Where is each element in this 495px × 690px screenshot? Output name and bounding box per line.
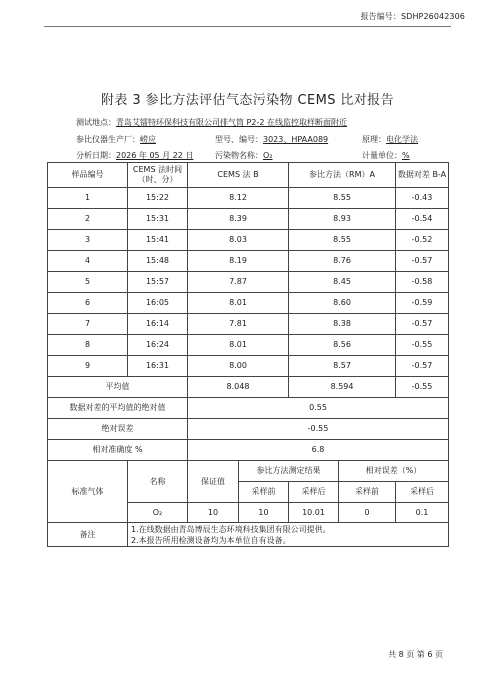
row-time: 15:31 xyxy=(128,209,188,230)
table-header-row xyxy=(48,163,449,188)
std-name-value: O₂ xyxy=(128,503,188,523)
relative-accuracy-label: 相对准确度 % xyxy=(48,440,188,461)
pollutant-value: O₂ xyxy=(263,151,273,160)
row-diff: -0.52 xyxy=(396,230,449,251)
std-value: 10 xyxy=(188,503,239,523)
std-value-header: 保证值 xyxy=(188,461,239,503)
row-time: 15:41 xyxy=(128,230,188,251)
absolute-error-value: -0.55 xyxy=(188,419,449,440)
table-row xyxy=(48,209,449,230)
rm-before-header: 采样前 xyxy=(239,482,289,503)
row-sample-no: 4 xyxy=(48,251,128,272)
header-diff: 数据对差 B-A xyxy=(396,163,449,188)
page-number: 共 8 页 第 6 页 xyxy=(388,650,443,659)
row-sample-no: 2 xyxy=(48,209,128,230)
row-time: 15:57 xyxy=(128,272,188,293)
row-diff: -0.57 xyxy=(396,356,449,377)
table-row xyxy=(48,356,449,377)
row-rm: 8.76 xyxy=(289,251,396,272)
re-after-header: 采样后 xyxy=(396,482,449,503)
re-before-value: 0 xyxy=(339,503,396,523)
row-cems: 8.00 xyxy=(188,356,289,377)
maker-value: 崂应 xyxy=(140,135,156,144)
header-cems-b: CEMS 法 B xyxy=(188,163,289,188)
mean-abs-row xyxy=(48,398,449,419)
unit-label: 计量单位： xyxy=(362,151,402,160)
mean-abs-label: 数据对差的平均值的绝对值 xyxy=(48,398,188,419)
unit-field xyxy=(362,150,410,161)
std-gas-header-row xyxy=(48,461,449,482)
row-sample-no: 8 xyxy=(48,335,128,356)
relative-accuracy-row xyxy=(48,440,449,461)
row-sample-no: 9 xyxy=(48,356,128,377)
row-time: 16:31 xyxy=(128,356,188,377)
row-rm: 8.56 xyxy=(289,335,396,356)
row-rm: 8.55 xyxy=(289,230,396,251)
std-gas-label: 标准气体 xyxy=(48,461,128,523)
site-value: 青岛艾镭特环保科技有限公司排气筒 P2-2 在线监控取样断面附近 xyxy=(116,118,347,127)
row-time: 16:05 xyxy=(128,293,188,314)
table-row xyxy=(48,272,449,293)
mean-abs-value: 0.55 xyxy=(188,398,449,419)
row-diff: -0.58 xyxy=(396,272,449,293)
model-value: 3023、HPAA089 xyxy=(263,135,329,144)
row-sample-no: 1 xyxy=(48,188,128,209)
row-rm: 8.57 xyxy=(289,356,396,377)
row-time: 15:48 xyxy=(128,251,188,272)
remark-line-1: 1.在线数据由青岛博辰生态环境科技集团有限公司提供。 xyxy=(131,524,331,534)
principle-value: 电化学法 xyxy=(386,135,418,144)
absolute-error-label: 绝对误差 xyxy=(48,419,188,440)
rm-result-header: 参比方法测定结果 xyxy=(239,461,339,482)
test-site-line xyxy=(76,117,347,128)
average-row xyxy=(48,377,449,398)
table-row xyxy=(48,314,449,335)
table-row xyxy=(48,188,449,209)
row-sample-no: 7 xyxy=(48,314,128,335)
re-after-value: 0.1 xyxy=(396,503,449,523)
table-row xyxy=(48,293,449,314)
table-row xyxy=(48,230,449,251)
row-time: 16:14 xyxy=(128,314,188,335)
row-diff: -0.59 xyxy=(396,293,449,314)
average-diff: -0.55 xyxy=(396,377,449,398)
average-rm: 8.594 xyxy=(289,377,396,398)
pollutant-field xyxy=(215,150,273,161)
row-cems: 8.39 xyxy=(188,209,289,230)
row-rm: 8.45 xyxy=(289,272,396,293)
maker-label: 参比仪器生产厂： xyxy=(76,135,140,144)
page-title: 附表 3 参比方法评估气态污染物 CEMS 比对报告 xyxy=(101,93,394,108)
row-diff: -0.43 xyxy=(396,188,449,209)
row-cems: 8.12 xyxy=(188,188,289,209)
row-rm: 8.93 xyxy=(289,209,396,230)
std-name-header: 名称 xyxy=(128,461,188,503)
remark-line-2: 2.本报告所用检测设备均为本单位自有设备。 xyxy=(131,535,291,545)
model-field xyxy=(215,134,328,145)
site-label: 测试地点： xyxy=(76,118,116,127)
row-diff: -0.57 xyxy=(396,251,449,272)
date-label: 分析日期： xyxy=(76,151,116,160)
report-number: 报告编号：SDHP26042306 xyxy=(360,12,465,21)
comparison-table xyxy=(47,162,449,547)
row-sample-no: 3 xyxy=(48,230,128,251)
header-cems-time: CEMS 法时间 （时、分） xyxy=(128,163,188,188)
row-rm: 8.60 xyxy=(289,293,396,314)
principle-field xyxy=(362,134,418,145)
model-label: 型号、编号： xyxy=(215,135,263,144)
maker-field xyxy=(76,134,156,145)
date-field xyxy=(76,150,193,161)
relative-accuracy-value: 6.8 xyxy=(188,440,449,461)
date-value: 2026 年 05 月 22 日 xyxy=(116,151,194,160)
row-diff: -0.54 xyxy=(396,209,449,230)
row-rm: 8.55 xyxy=(289,188,396,209)
row-sample-no: 5 xyxy=(48,272,128,293)
average-cems: 8.048 xyxy=(188,377,289,398)
remark-label: 备注 xyxy=(48,523,128,547)
header-rm-a: 参比方法（RM）A xyxy=(289,163,396,188)
row-cems: 8.19 xyxy=(188,251,289,272)
unit-value: % xyxy=(402,151,410,160)
row-diff: -0.57 xyxy=(396,314,449,335)
row-time: 16:24 xyxy=(128,335,188,356)
row-cems: 8.01 xyxy=(188,335,289,356)
row-cems: 8.03 xyxy=(188,230,289,251)
rm-before-value: 10 xyxy=(239,503,289,523)
principle-label: 原理： xyxy=(362,135,386,144)
remark-row xyxy=(48,523,449,547)
row-time: 15:22 xyxy=(128,188,188,209)
table-row xyxy=(48,251,449,272)
rm-after-value: 10.01 xyxy=(289,503,339,523)
remark-text xyxy=(128,523,449,547)
row-rm: 8.38 xyxy=(289,314,396,335)
header-divider xyxy=(44,26,451,27)
re-before-header: 采样前 xyxy=(339,482,396,503)
row-diff: -0.55 xyxy=(396,335,449,356)
average-label: 平均值 xyxy=(48,377,188,398)
row-sample-no: 6 xyxy=(48,293,128,314)
rm-after-header: 采样后 xyxy=(289,482,339,503)
row-cems: 7.81 xyxy=(188,314,289,335)
absolute-error-row xyxy=(48,419,449,440)
relative-error-header: 相对误差（%） xyxy=(339,461,449,482)
row-cems: 7.87 xyxy=(188,272,289,293)
header-sample-no: 样品编号 xyxy=(48,163,128,188)
pollutant-label: 污染物名称： xyxy=(215,151,263,160)
table-row xyxy=(48,335,449,356)
row-cems: 8.01 xyxy=(188,293,289,314)
